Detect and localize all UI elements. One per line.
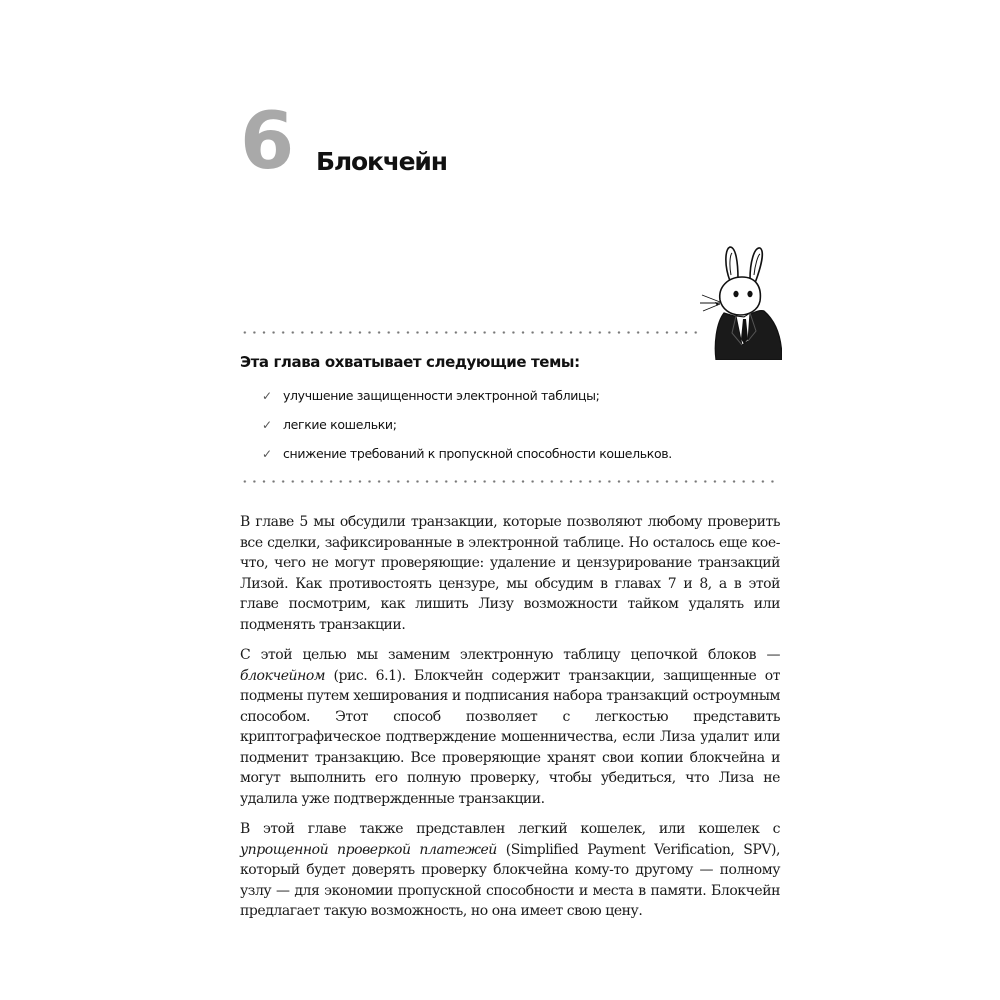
emphasized-term: блокчейном bbox=[240, 667, 326, 684]
paragraph bbox=[240, 645, 780, 809]
dotted-divider-bottom bbox=[240, 480, 780, 483]
chapter-title: Блокчейн bbox=[316, 147, 447, 176]
list-item bbox=[262, 439, 672, 468]
paragraph-text: (рис. 6.1). Блокчейн содержит транзакции, защищенные от подмены путем хеширования и подписания набора транзакций остроумным способом. Этот способ позволяет с легкостью представить криптографическое подтверждение мошенничества, если Лиза удалит или подменит транзакцию. Все проверяющие хранят свои копии блокчейна и могут выполнить его полную проверку, чтобы убедиться, что Лиза не удалила уже подтвержденные транзакции. bbox=[240, 667, 780, 807]
list-item bbox=[262, 381, 672, 410]
paragraph-text: В этой главе также представлен легкий кошелек, или кошелек с bbox=[240, 821, 780, 837]
topics-heading: Эта глава охватывает следующие темы: bbox=[240, 353, 580, 371]
topic-text: легкие кошельки; bbox=[283, 417, 397, 432]
paragraph-text: В главе 5 мы обсудили транзакции, которые позволяют любому проверить все сделки, зафиксированные в электронной таблице. Но осталось еще кое-что, чего не могут проверяющие: удаление и цензурирование транзакций Лизой. Как противостоять цензуре, мы обсудим в главах 7 и 8, а в этой главе посмотрим, как лишить Лизу возможности тайком удалять или подменять транзакции. bbox=[240, 514, 780, 633]
topic-text: улучшение защищенности электронной таблицы; bbox=[283, 388, 600, 403]
emphasized-term: упрощенной проверкой платежей bbox=[240, 841, 497, 858]
chapter-number: 6 bbox=[240, 97, 295, 187]
topic-text: снижение требований к пропускной способности кошельков. bbox=[283, 446, 672, 461]
paragraph-text: С этой целью мы заменим электронную таблицу цепочкой блоков — bbox=[240, 647, 780, 663]
check-icon: ✓ bbox=[262, 447, 272, 461]
list-item bbox=[262, 410, 672, 439]
paragraph-text: (Simplified Payment Verification, SPV), который будет доверять проверку блокчейна кому-то другому — полному узлу — для экономии пропускной способности и места в памяти. Блокчейн предлагает такую возможность, но она имеет свою цену. bbox=[240, 841, 780, 919]
dotted-divider-top bbox=[240, 331, 700, 334]
paragraph bbox=[240, 512, 780, 635]
rabbit-in-suit-icon bbox=[698, 245, 782, 360]
check-icon: ✓ bbox=[262, 389, 272, 403]
paragraph bbox=[240, 819, 780, 922]
topics-list bbox=[262, 381, 672, 468]
body-text bbox=[240, 512, 780, 932]
check-icon: ✓ bbox=[262, 418, 272, 432]
